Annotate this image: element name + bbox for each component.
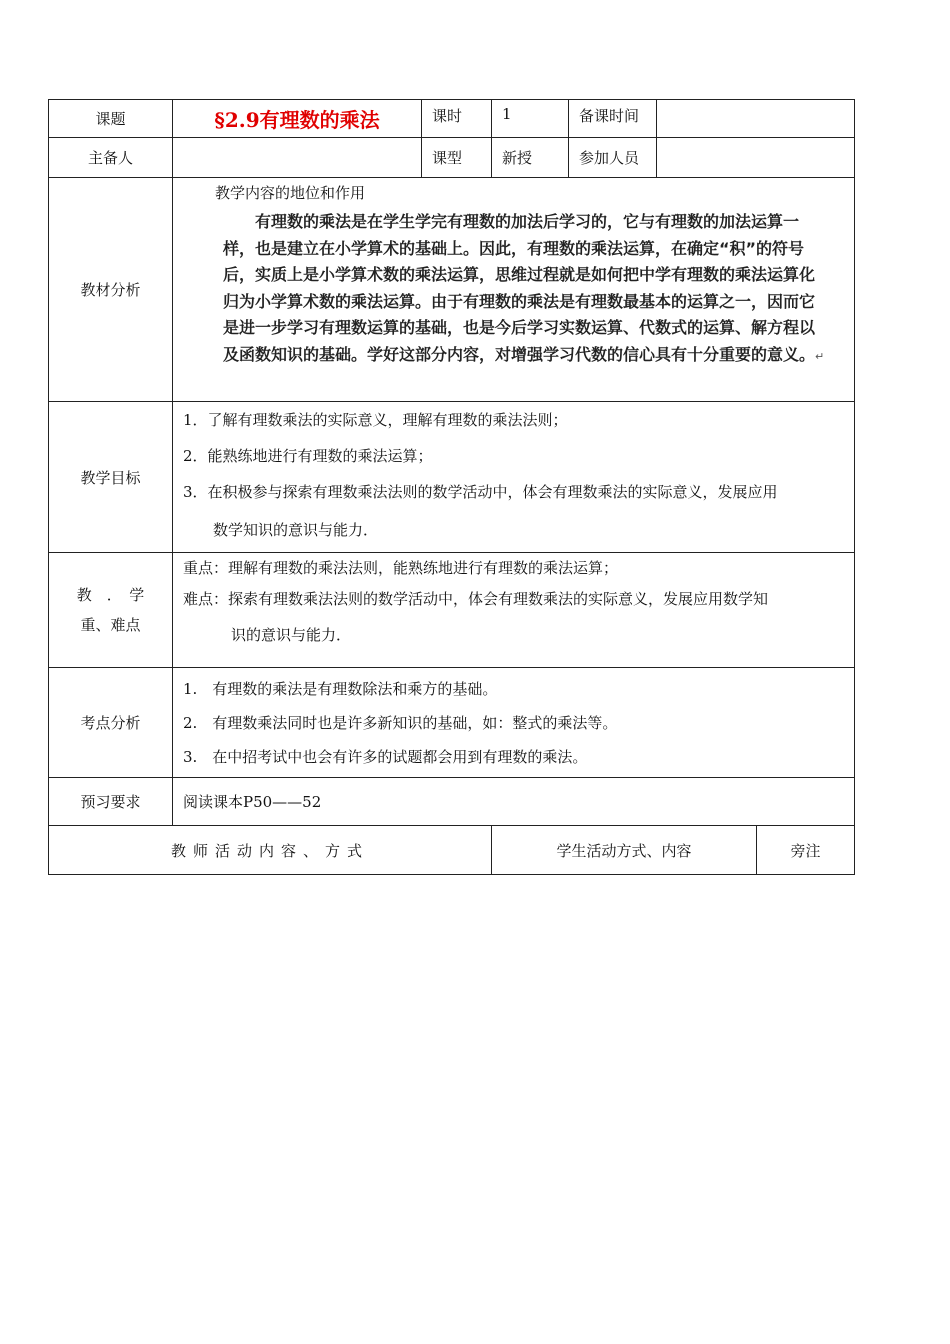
activity-header-row — [49, 826, 855, 875]
participants-label: 参加人员 — [569, 138, 657, 178]
lesson-title: §2.9有理数的乘法 — [214, 108, 380, 132]
period-value: 1 — [492, 100, 569, 138]
material-heading: 教学内容的地位和作用 — [215, 184, 366, 202]
preparer-label: 主备人 — [49, 138, 173, 178]
objectives-row — [49, 402, 855, 553]
student-activity-header: 学生活动方式、内容 — [492, 826, 757, 875]
topic-value — [173, 100, 422, 138]
objectives-label: 教学目标 — [49, 402, 173, 553]
key-points-label-line2: 重、难点 — [80, 616, 141, 634]
difficult-point-continuation: 识的意识与能力． — [231, 626, 352, 644]
topic-label: 课题 — [49, 100, 173, 138]
type-label: 课型 — [422, 138, 492, 178]
type-value: 新授 — [492, 138, 569, 178]
material-paragraph: 有理数的乘法是在学生学完有理数的加法后学习的，它与有理数的加法运算一样，也是建立在小学算术的基础上。因此，有理数的乘法运算，在确定“积”的符号后，实质上是小学算术数的乘法运算，思维过程就是如何把中学有理数的乘法运算化归为小学算术数的乘法运算。由于有理数的乘法是有理数最基本的运算之一，因而它是进一步学习有理数运算的基础，也是今后学习实数运算、代数式的运算、解方程以及函数知识的基础。学好这部分内容，对增强学习代数的信心具有十分重要的意义。 — [223, 212, 816, 364]
period-label: 课时 — [422, 100, 492, 138]
notes-header: 旁注 — [757, 826, 855, 875]
difficult-point: 难点：探索有理数乘法法则的数学活动中，体会有理数乘法的实际意义，发展应用数学知 — [183, 590, 769, 608]
key-point: 重点：理解有理数的乘法法则，能熟练地进行有理数的乘法运算； — [183, 559, 619, 577]
preparer-value — [173, 138, 422, 178]
key-points-row — [49, 553, 855, 668]
exam-point-item: 2. 有理数乘法同时也是许多新知识的基础，如：整式的乘法等。 — [183, 714, 618, 732]
exam-point-item: 1. 有理数的乘法是有理数除法和乘方的基础。 — [183, 680, 498, 698]
topic-row — [49, 100, 855, 138]
preview-value: 阅读课本P50——52 — [173, 778, 855, 826]
preparer-row — [49, 138, 855, 178]
key-points-label — [49, 553, 173, 668]
exam-points-row — [49, 668, 855, 778]
objective-item: 3．在积极参与探索有理数乘法法则的数学活动中，体会有理数乘法的实际意义，发展应用 — [183, 483, 778, 501]
exam-points-label: 考点分析 — [49, 668, 173, 778]
material-content — [173, 178, 855, 402]
preview-row — [49, 778, 855, 826]
lesson-plan-table — [48, 99, 855, 875]
key-points-content — [173, 553, 855, 668]
objective-item: 2．能熟练地进行有理数的乘法运算； — [183, 447, 433, 465]
paragraph-mark: ↵ — [815, 349, 825, 363]
material-row — [49, 178, 855, 402]
exam-point-item: 3. 在中招考试中也会有许多的试题都会用到有理数的乘法。 — [183, 748, 588, 766]
prep-time-value — [657, 100, 855, 138]
participants-value — [657, 138, 855, 178]
material-label: 教材分析 — [49, 178, 173, 402]
material-text — [173, 203, 854, 378]
preview-label: 预习要求 — [49, 778, 173, 826]
teacher-activity-label: 教师活动内容、方式 — [170, 841, 369, 860]
objectives-content — [173, 402, 855, 553]
exam-points-content — [173, 668, 855, 778]
objective-continuation: 数学知识的意识与能力． — [213, 521, 379, 539]
objective-item: 1．了解有理数乘法的实际意义，理解有理数的乘法法则； — [183, 411, 568, 429]
teacher-activity-header — [49, 826, 492, 875]
prep-time-label: 备课时间 — [569, 100, 657, 138]
key-points-label-line1: 教 ． 学 — [76, 586, 145, 604]
